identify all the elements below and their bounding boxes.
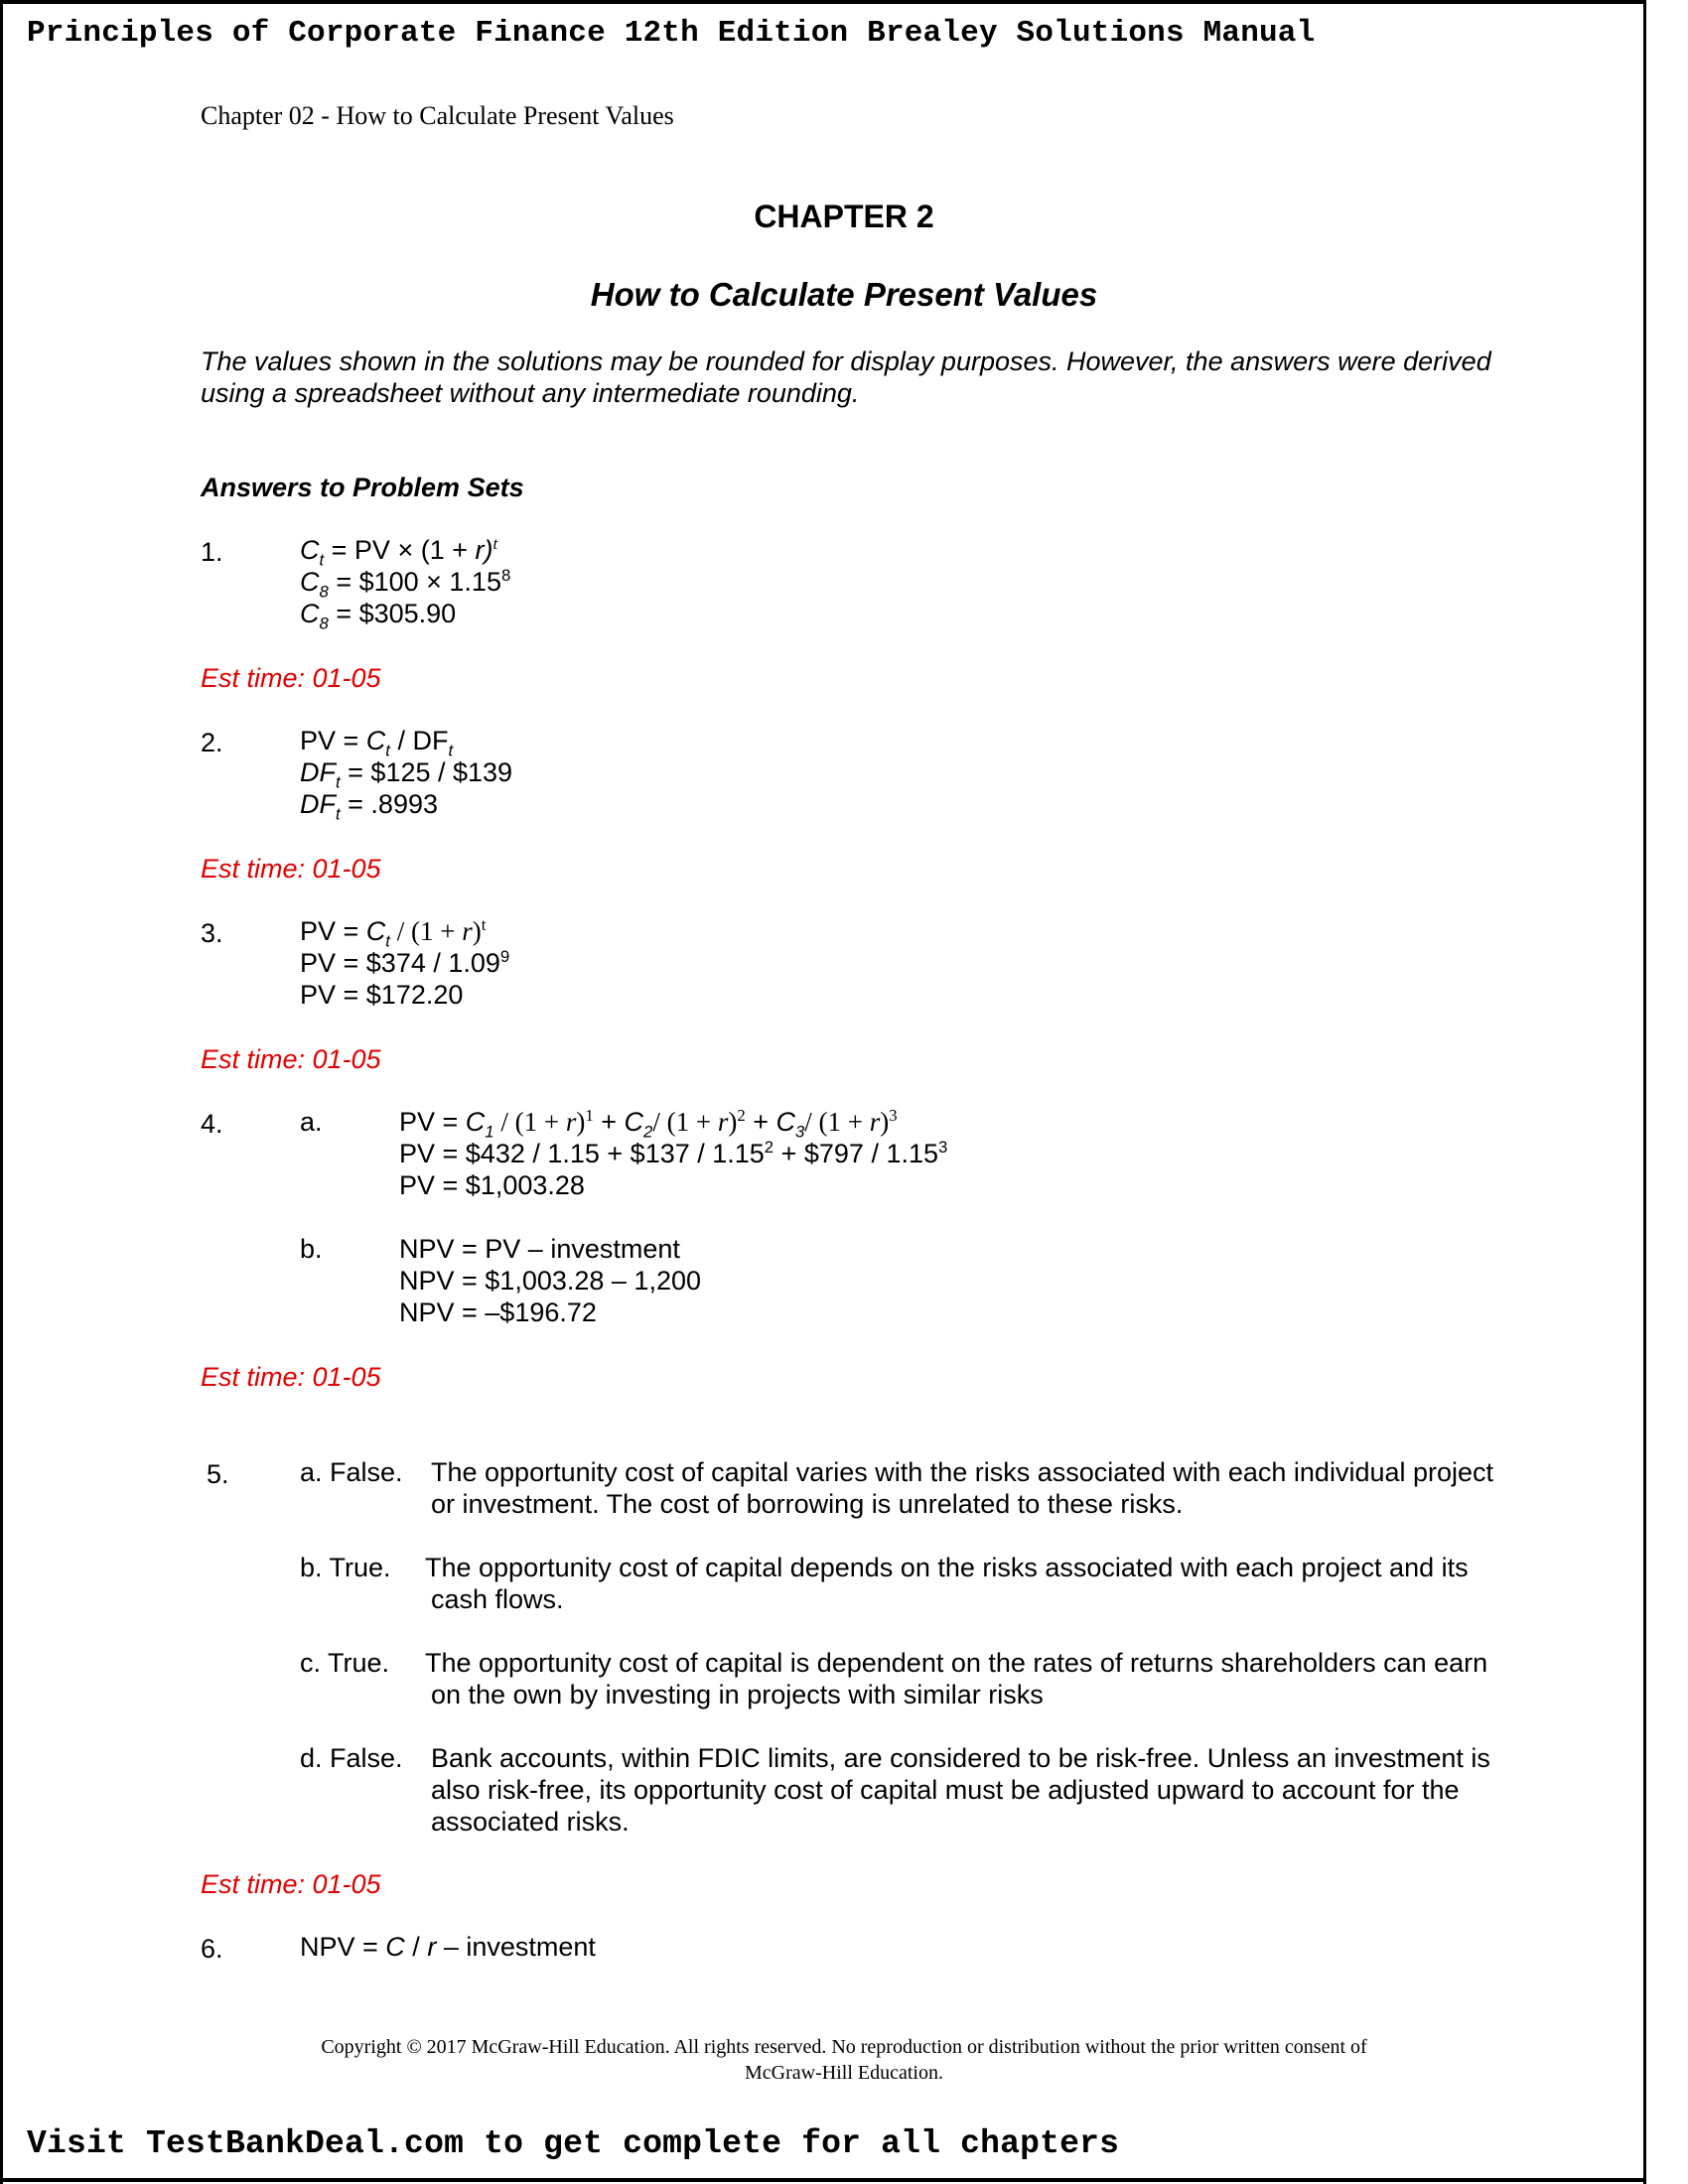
problem-2-line-1: PV = $C_t / DF_t$	[300, 726, 454, 760]
est-time-5: Est time: 01-05	[201, 1869, 381, 1899]
problem-1-line-3: $C_8$ = $305.90	[300, 599, 457, 633]
problem-4a-line-3: PV = $1,003.28	[399, 1170, 585, 1200]
section-title: Answers to Problem Sets	[201, 473, 524, 502]
top-banner: Principles of Corporate Finance 12th Edition Brealey Solutions Manual	[27, 16, 1316, 51]
est-time-4: Est time: 01-05	[201, 1362, 381, 1392]
problem-2-number: 2.	[201, 728, 223, 757]
problem-5-number: 5.	[207, 1459, 229, 1489]
problem-4b-label: b.	[300, 1234, 323, 1264]
top-border	[0, 0, 1646, 4]
est-time-3: Est time: 01-05	[201, 1044, 381, 1074]
problem-2-line-3: $DF_t = .8993$	[300, 789, 438, 824]
copyright-line-2: McGraw-Hill Education.	[745, 2062, 943, 2084]
est-time-2: Est time: 01-05	[201, 854, 381, 884]
problem-2-line-2: $DF_t$ = $125 / $139	[300, 757, 513, 792]
chapter-title: How to Calculate Present Values	[590, 276, 1098, 313]
problem-5-item-c: c. True. The opportunity cost of capital is dependent on the rates of returns shareholders can earn on the own by investing in projects with similar risks	[300, 1648, 1488, 1709]
est-time-1: Est time: 01-05	[201, 663, 381, 693]
problem-5-item-a: a. False. The opportunity cost of capital varies with the risks associated with each individual project or investment. The cost of borrowing is unrelated to these risks.	[300, 1457, 1494, 1519]
problem-4a-line-1: PV = $C_1 / (1 + r)^1 + C_2/$ $(1 + r)^2 + C_3/$ $(1 + r)^3$	[399, 1106, 898, 1142]
problem-1-line-1: $C_t$ = PV × $(1 + r)^t$	[300, 534, 498, 570]
problem-6-number: 6.	[201, 1934, 223, 1964]
chapter-label: CHAPTER 2	[754, 199, 934, 234]
copyright-line-1: Copyright © 2017 McGraw-Hill Education. All rights reserved. No reproduction or distribution without the prior written consent of	[321, 2036, 1367, 2058]
problem-6-line-1: NPV = C / r – investment	[300, 1932, 596, 1962]
problem-5-item-b: b. True. The opportunity cost of capital depends on the risks associated with each project and its cash flows.	[300, 1553, 1469, 1614]
problem-1-line-2: $C_8$ = $100 × $1.15^8$	[300, 566, 511, 602]
problem-5-item-d: d. False. Bank accounts, within FDIC limits, are considered to be risk-free. Unless an investment is also risk-free, its opportunity cost of capital must be adjusted upward to account for the associated risks.	[300, 1743, 1490, 1837]
problem-1-number: 1.	[201, 537, 223, 567]
intro-paragraph: The values shown in the solutions may be rounded for display purposes. However, the answers were derived using a spreadsheet without any intermediate rounding.	[201, 346, 1491, 408]
problem-3-line-3: PV = $172.20	[300, 980, 464, 1010]
problem-4a-line-2: PV = $432 / 1.15 + $137 / $1.15^2$ + $797 / 1.15$^3$	[399, 1138, 948, 1168]
problem-3-line-1: PV = $C_t / (1 + r)^t$	[300, 915, 487, 951]
problem-4b-line-3: NPV = –$196.72	[399, 1297, 597, 1327]
problem-3-number: 3.	[201, 918, 223, 948]
problem-4a-label: a.	[300, 1107, 323, 1137]
bottom-banner: Visit TestBankDeal.com to get complete for all chapters	[27, 2125, 1120, 2162]
bottom-border	[0, 2178, 1646, 2182]
problem-4b-line-1: NPV = PV – investment	[399, 1234, 680, 1264]
problem-4-number: 4.	[201, 1109, 223, 1139]
problem-4b-line-2: NPV = $1,003.28 – 1,200	[399, 1266, 701, 1296]
problem-3-line-2: PV = $374 / 1.09$^9$	[300, 947, 510, 978]
copyright-footer	[0, 2034, 1688, 2086]
running-head: Chapter 02 - How to Calculate Present Values	[201, 101, 674, 130]
